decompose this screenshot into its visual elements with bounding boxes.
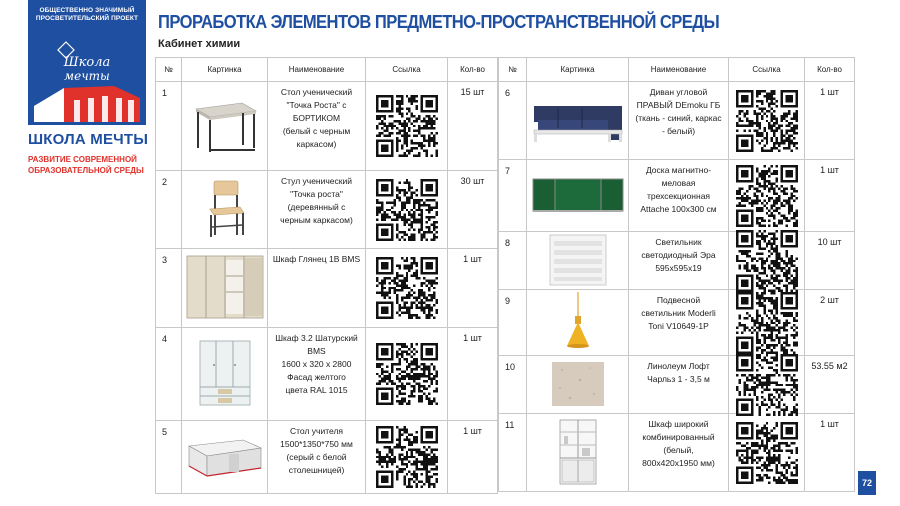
item-name-line: Светильник	[655, 237, 702, 247]
item-name-line: светильник Moderli	[641, 308, 716, 318]
item-link[interactable]	[729, 356, 805, 414]
item-picture	[527, 232, 629, 290]
item-name-line: комбинированный	[642, 432, 715, 442]
wide-cabinet-icon	[556, 418, 600, 488]
item-link[interactable]	[729, 414, 805, 492]
col-picture: Картинка	[527, 58, 629, 82]
qr-code-icon[interactable]	[736, 422, 798, 484]
table-row	[156, 421, 498, 494]
item-name-line: 1500*1350*750 мм	[280, 439, 353, 449]
brand-subtitle-line2: ОБРАЗОВАТЕЛЬНОЙ СРЕДЫ	[28, 166, 144, 175]
item-name	[268, 249, 366, 328]
item-name	[629, 160, 729, 232]
item-name-line: ПРАВЫЙ DEmoku ГБ	[636, 100, 721, 110]
item-quantity: 2 шт	[805, 290, 855, 356]
item-link[interactable]	[366, 249, 448, 328]
qr-code-icon[interactable]	[376, 95, 438, 157]
item-name-line: Шкаф Глянец 1В BMS	[272, 254, 361, 264]
item-name-line: Шкаф 3.2 Шатурский	[275, 333, 358, 343]
row-number: 8	[499, 232, 527, 290]
brand-subtitle-line1: РАЗВИТИЕ СОВРЕМЕННОЙ	[28, 155, 137, 164]
col-qty: Кол-во	[448, 58, 498, 82]
item-quantity: 1 шт	[448, 421, 498, 494]
item-quantity: 15 шт	[448, 82, 498, 171]
wardrobe-gloss-icon	[185, 254, 265, 322]
item-name	[629, 414, 729, 492]
item-name-line: столешницей)	[288, 465, 345, 475]
furniture-table-left	[155, 57, 498, 494]
table-row	[156, 328, 498, 421]
corner-sofa-icon	[530, 94, 626, 148]
row-number: 9	[499, 290, 527, 356]
item-link[interactable]	[729, 160, 805, 232]
item-quantity: 1 шт	[805, 160, 855, 232]
item-name-line: "Точка Роста" с	[286, 100, 347, 110]
item-picture	[527, 414, 629, 492]
item-name-line: цвета RAL 1015	[285, 385, 348, 395]
item-name-line: Линолеум Лофт	[647, 361, 710, 371]
brand-title: ШКОЛА МЕЧТЫ	[28, 131, 149, 148]
item-name	[268, 328, 366, 421]
col-link: Ссылка	[729, 58, 805, 82]
item-link[interactable]	[729, 232, 805, 290]
logo-word-1: Школа	[63, 55, 111, 70]
item-name	[268, 421, 366, 494]
item-name-line: Фасад желтого	[287, 372, 346, 382]
col-picture: Картинка	[182, 58, 268, 82]
qr-code-icon[interactable]	[376, 343, 438, 405]
table-row	[499, 82, 855, 160]
item-name-line: - белый)	[661, 126, 696, 136]
item-picture	[527, 290, 629, 356]
col-num: №	[156, 58, 182, 82]
row-number: 3	[156, 249, 182, 328]
chalkboard-icon	[531, 175, 625, 217]
col-link: Ссылка	[366, 58, 448, 82]
item-name-line: БОРТИКОМ	[292, 113, 341, 123]
project-label	[32, 7, 142, 23]
qr-code-icon[interactable]	[736, 292, 798, 354]
qr-code-icon[interactable]	[736, 354, 798, 416]
project-label-line1: ОБЩЕСТВЕННО ЗНАЧИМЫЙ	[39, 7, 135, 14]
item-name-line: Стол ученический	[280, 87, 353, 97]
brand-block	[28, 0, 149, 200]
item-name-line: Шкаф широкий	[648, 419, 709, 429]
item-name-line: (ткань - синий, каркас	[635, 113, 722, 123]
col-name: Наименование	[268, 58, 366, 82]
item-picture	[527, 82, 629, 160]
item-name-line: черным каркасом)	[280, 215, 353, 225]
led-panel-icon	[548, 233, 608, 289]
table-row	[499, 232, 855, 290]
item-picture	[182, 171, 268, 249]
item-link[interactable]	[366, 421, 448, 494]
project-label-line2: ПРОСВЕТИТЕЛЬСКИЙ ПРОЕКТ	[35, 15, 139, 22]
item-name-line: 595х595х19	[655, 263, 702, 273]
student-desk-icon	[190, 95, 260, 157]
brand-subtitle	[28, 154, 158, 176]
item-picture	[527, 356, 629, 414]
qr-code-icon[interactable]	[376, 426, 438, 488]
item-name-line: меловая	[661, 178, 696, 188]
furniture-table-right	[498, 57, 855, 492]
table-row	[156, 171, 498, 249]
row-number: 1	[156, 82, 182, 171]
item-name-line: Стол учителя	[289, 426, 344, 436]
table-header-row	[499, 58, 855, 82]
item-quantity: 1 шт	[448, 328, 498, 421]
item-name-line: Диван угловой	[649, 87, 708, 97]
item-picture	[182, 249, 268, 328]
item-name-line: светодиодный Эра	[641, 250, 716, 260]
linoleum-icon	[550, 360, 606, 410]
item-link[interactable]	[366, 328, 448, 421]
student-chair-icon	[200, 177, 250, 243]
school-logo-icon	[34, 36, 140, 122]
item-name-line: каркасом)	[296, 139, 337, 149]
qr-code-icon[interactable]	[736, 90, 798, 152]
page-title: ПРОРАБОТКА ЭЛЕМЕНТОВ ПРЕДМЕТНО-ПРОСТРАНСТВЕННОЙ СРЕДЫ	[158, 12, 720, 32]
col-num: №	[499, 58, 527, 82]
pendant-lamp-icon	[563, 292, 593, 354]
table-header-row	[156, 58, 498, 82]
item-name	[268, 82, 366, 171]
table-row	[156, 249, 498, 328]
item-link[interactable]	[366, 171, 448, 249]
item-name-line: Toni V10649-1P	[648, 321, 709, 331]
item-picture	[182, 82, 268, 171]
item-name-line: трехсекционная	[646, 191, 711, 201]
item-name-line: 800х420х1950 мм)	[642, 458, 715, 468]
item-name	[629, 82, 729, 160]
logo-word-2: мечты	[64, 69, 110, 83]
item-name-line: (деревянный с	[287, 202, 346, 212]
row-number: 4	[156, 328, 182, 421]
item-quantity: 1 шт	[805, 414, 855, 492]
col-name: Наименование	[629, 58, 729, 82]
item-name-line: (белый с черным	[282, 126, 351, 136]
item-name	[629, 232, 729, 290]
item-name	[629, 290, 729, 356]
item-name-line: Attache 100х300 см	[640, 204, 717, 214]
row-number: 7	[499, 160, 527, 232]
item-name-line: 1600 х 320 х 2800	[281, 359, 352, 369]
qr-code-icon[interactable]	[736, 230, 798, 292]
row-number: 11	[499, 414, 527, 492]
item-picture	[182, 421, 268, 494]
item-name-line: (белый,	[663, 445, 694, 455]
table-row	[156, 82, 498, 171]
item-link[interactable]	[729, 82, 805, 160]
qr-code-icon[interactable]	[736, 165, 798, 227]
teacher-desk-icon	[185, 430, 265, 484]
item-quantity: 30 шт	[448, 171, 498, 249]
qr-code-icon[interactable]	[376, 257, 438, 319]
item-link[interactable]	[366, 82, 448, 171]
table-row	[499, 414, 855, 492]
item-name-line: Чарльз 1 - 3,5 м	[647, 374, 710, 384]
item-quantity: 10 шт	[805, 232, 855, 290]
table-row	[499, 356, 855, 414]
table-row	[499, 160, 855, 232]
item-name	[268, 171, 366, 249]
item-picture	[527, 160, 629, 232]
brand-logo-panel	[28, 0, 146, 125]
page-number: 72	[858, 471, 876, 495]
item-name-line: "Точка роста"	[290, 189, 343, 199]
item-name-line: (серый с белой	[286, 452, 347, 462]
col-qty: Кол-во	[805, 58, 855, 82]
row-number: 10	[499, 356, 527, 414]
item-quantity: 53.55 м2	[805, 356, 855, 414]
table-row	[499, 290, 855, 356]
room-subtitle: Кабинет химии	[158, 38, 241, 50]
item-quantity: 1 шт	[805, 82, 855, 160]
item-name-line: BMS	[307, 346, 326, 356]
item-name	[629, 356, 729, 414]
qr-code-icon[interactable]	[376, 179, 438, 241]
item-name-line: Стул ученический	[281, 176, 352, 186]
row-number: 5	[156, 421, 182, 494]
item-picture	[182, 328, 268, 421]
item-name-line: Доска магнитно-	[645, 165, 712, 175]
wardrobe-shatura-icon	[198, 339, 252, 409]
item-quantity: 1 шт	[448, 249, 498, 328]
item-link[interactable]	[729, 290, 805, 356]
item-name-line: Подвесной	[656, 295, 701, 305]
row-number: 6	[499, 82, 527, 160]
row-number: 2	[156, 171, 182, 249]
